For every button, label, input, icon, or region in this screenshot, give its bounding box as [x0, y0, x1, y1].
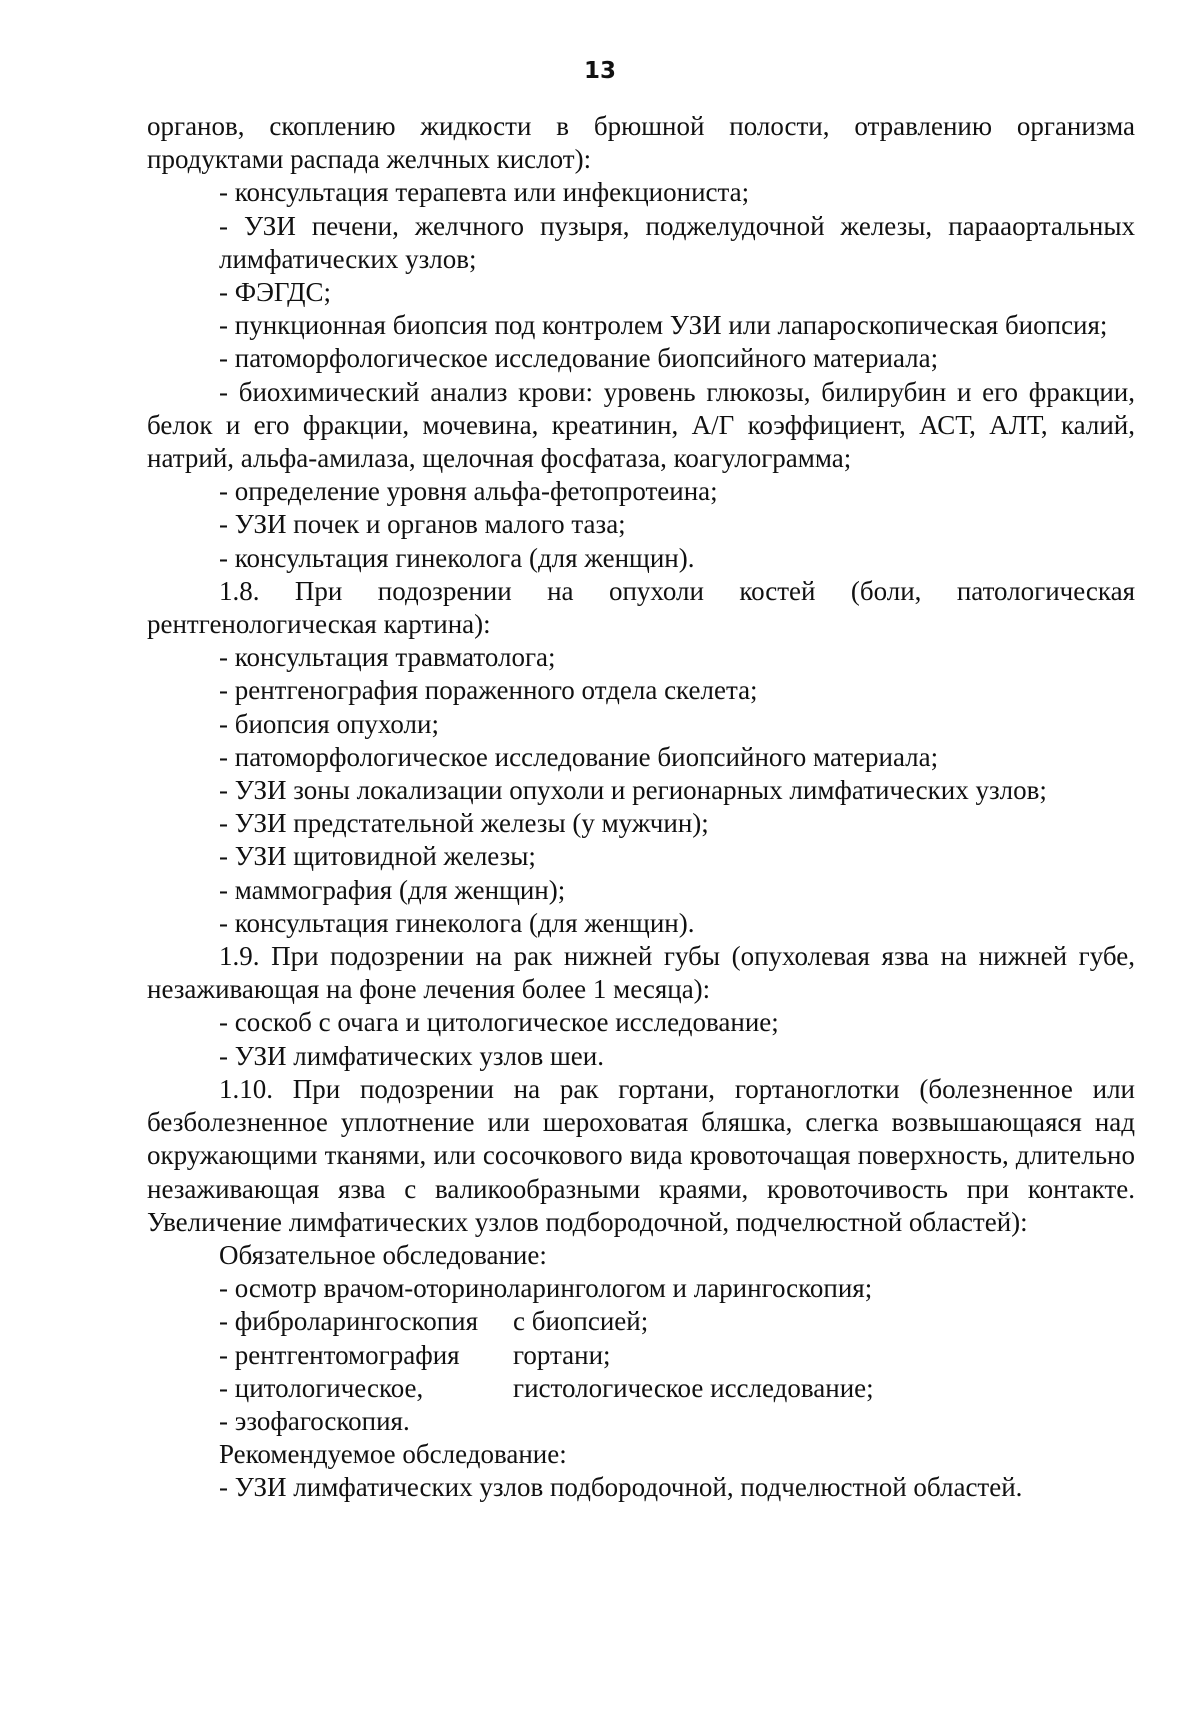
- list-item-left: - рентгентомография: [219, 1339, 460, 1370]
- list-item: - патоморфологическое исследование биопсийного материала;: [219, 343, 939, 374]
- list-item-right: гортани;: [513, 1339, 611, 1370]
- list-item: - консультация терапевта или инфекциониста;: [219, 177, 750, 208]
- list-item: - УЗИ лимфатических узлов подбородочной, подчелюстной областей.: [219, 1472, 1023, 1503]
- list-item: - консультация гинеколога (для женщин).: [219, 907, 695, 938]
- list-item: - соскоб с очага и цитологическое исследование;: [219, 1007, 779, 1038]
- list-item: - УЗИ лимфатических узлов шеи.: [219, 1040, 604, 1071]
- list-item-right: гистологическое исследование;: [513, 1372, 874, 1403]
- list-item-left: - цитологическое,: [219, 1372, 424, 1403]
- section-1-9: 1.9. При подозрении на рак нижней губы (опухолевая язва на нижней губе, незаживающая на фоне лечения более 1 месяца):: [147, 941, 1135, 1005]
- list-item: [147, 1339, 1135, 1372]
- list-item-left: - фиброларингоскопия: [219, 1306, 479, 1337]
- list-item: - рентгенография пораженного отдела скелета;: [219, 675, 758, 706]
- list-item: - биохимический анализ крови: уровень глюкозы, билирубин и его фракции, белок и его фракции, мочевина, креатинин, А/Г коэффициент, АСТ, АЛТ, калий, натрий, альфа-амилаза, щелочная фосфатаза, коагулограмма;: [147, 376, 1135, 474]
- list-item: - осмотр врачом-оториноларингологом и ларингоскопия;: [219, 1273, 873, 1304]
- recommended-exam-heading: Рекомендуемое обследование:: [219, 1439, 567, 1470]
- list-item: [147, 1305, 1135, 1338]
- list-item: - УЗИ предстательной железы (у мужчин);: [219, 808, 709, 839]
- section-1-10: 1.10. При подозрении на рак гортани, гортаноглотки (болезненное или безболезненное уплотнение или шероховатая бляшка, слегка возвышающаяся над окружающими тканями, или сосочкового вида кровоточащая поверхность, длительно незаживающая язва с валикообразными краями, кровоточивость при контакте. Увеличение лимфатических узлов подбородочной, подчелюстной областей):: [147, 1073, 1135, 1237]
- list-item: - патоморфологическое исследование биопсийного материала;: [219, 741, 939, 772]
- mandatory-exam-heading: Обязательное обследование:: [219, 1239, 547, 1270]
- list-item: - консультация гинеколога (для женщин).: [219, 542, 695, 573]
- document-body: [147, 110, 1135, 1505]
- list-item: - УЗИ зоны локализации опухоли и регионарных лимфатических узлов;: [219, 775, 1047, 806]
- list-item: - эзофагоскопия.: [219, 1405, 410, 1436]
- list-item: - УЗИ щитовидной железы;: [219, 841, 536, 872]
- list-item: - консультация травматолога;: [219, 642, 556, 673]
- list-item: - ФЭГДС;: [219, 277, 332, 308]
- page-number: 13: [583, 58, 616, 84]
- list-item-right: с биопсией;: [513, 1306, 649, 1337]
- list-item: - определение уровня альфа-фетопротеина;: [219, 476, 718, 507]
- list-item: [147, 1372, 1135, 1405]
- list-item: - УЗИ почек и органов малого таза;: [219, 509, 626, 540]
- list-item: - пункционная биопсия под контролем УЗИ или лапароскопическая биопсия;: [219, 310, 1108, 341]
- list-item: - биопсия опухоли;: [219, 708, 439, 739]
- list-item: - маммография (для женщин);: [219, 874, 566, 905]
- list-item: - УЗИ печени, желчного пузыря, поджелудочной железы, парааортальных лимфатических узлов;: [219, 210, 1135, 274]
- paragraph-intro: органов, скоплению жидкости в брюшной полости, отравлению организма продуктами распада желчных кислот):: [147, 111, 1135, 175]
- section-1-8: 1.8. При подозрении на опухоли костей (боли, патологическая рентгенологическая картина):: [147, 575, 1135, 640]
